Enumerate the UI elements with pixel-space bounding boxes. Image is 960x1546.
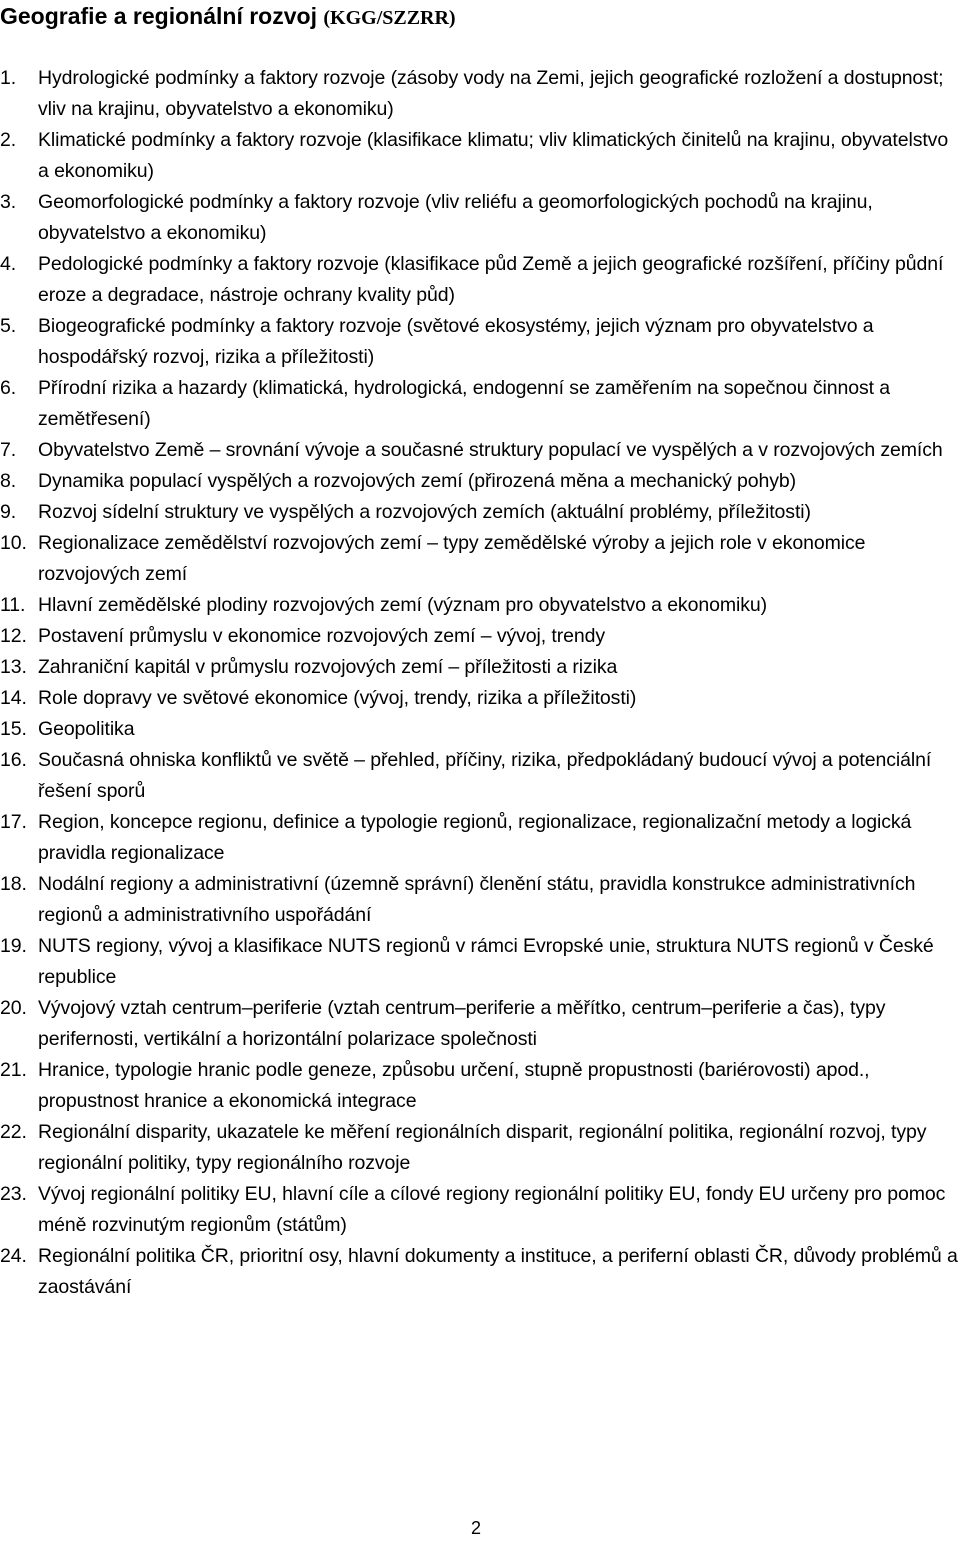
topic-item (0, 590, 960, 621)
topic-text: Hydrologické podmínky a faktory rozvoje (zásoby vody na Zemi, jejich geografické rozložení a dostupnost; vliv na krajinu, obyvatelstvo a ekonomiku) (38, 67, 944, 120)
topic-number: 17. (0, 811, 27, 833)
topic-text: Regionální disparity, ukazatele ke měření regionálních disparit, regionální politika, regionální rozvoj, typy regionální politiky, typy regionálního rozvoje (38, 1121, 927, 1174)
topic-text: NUTS regiony, vývoj a klasifikace NUTS regionů v rámci Evropské unie, struktura NUTS regionů v České republice (38, 935, 934, 988)
topic-item (0, 1241, 960, 1303)
course-code: (KGG/SZZRR) (323, 7, 456, 29)
topic-item (0, 1179, 960, 1241)
topic-text: Klimatické podmínky a faktory rozvoje (klasifikace klimatu; vliv klimatických činitelů na krajinu, obyvatelstvo a ekonomiku) (38, 129, 949, 182)
topic-number: 3. (0, 191, 17, 213)
topic-item (0, 63, 960, 125)
topic-item (0, 683, 960, 714)
topic-text: Biogeografické podmínky a faktory rozvoje (světové ekosystémy, jejich význam pro obyvatelstvo a hospodářský rozvoj, rizika a příležitosti) (38, 315, 874, 368)
topic-text: Regionální politika ČR, prioritní osy, hlavní dokumenty a instituce, a periferní oblasti ČR, důvody problémů a zaostávání (38, 1245, 958, 1298)
topic-text: Region, koncepce regionu, definice a typologie regionů, regionalizace, regionalizační metody a logická pravidla regionalizace (38, 811, 912, 864)
topic-number: 11. (0, 594, 26, 616)
topic-text: Postavení průmyslu v ekonomice rozvojových zemí – vývoj, trendy (38, 625, 606, 647)
topic-item (0, 466, 960, 497)
topic-number: 23. (0, 1183, 27, 1205)
title-text: Geografie a regionální rozvoj (0, 3, 317, 29)
topic-item (0, 869, 960, 931)
topic-text: Geopolitika (38, 718, 135, 740)
topic-number: 20. (0, 997, 27, 1019)
topic-number: 2. (0, 129, 17, 151)
topic-item (0, 714, 960, 745)
topic-number: 18. (0, 873, 27, 895)
topic-item (0, 373, 960, 435)
topic-text: Zahraniční kapitál v průmyslu rozvojových zemí – příležitosti a rizika (38, 656, 618, 678)
topic-item (0, 1117, 960, 1179)
topic-item (0, 435, 960, 466)
topic-item (0, 652, 960, 683)
topic-number: 4. (0, 253, 17, 275)
topic-item (0, 249, 960, 311)
topic-text: Geomorfologické podmínky a faktory rozvoje (vliv reliéfu a geomorfologických pochodů na krajinu, obyvatelstvo a ekonomiku) (38, 191, 873, 244)
topic-number: 10. (0, 532, 27, 554)
topic-item (0, 125, 960, 187)
topic-text: Pedologické podmínky a faktory rozvoje (klasifikace půd Země a jejich geografické rozšíření, příčiny půdní eroze a degradace, nástroje ochrany kvality půd) (38, 253, 944, 306)
topic-item (0, 311, 960, 373)
topic-item (0, 807, 960, 869)
topic-item (0, 931, 960, 993)
topic-number: 13. (0, 656, 27, 678)
page-number: 2 (471, 1518, 482, 1538)
page-title (0, 1, 456, 33)
topic-item (0, 1055, 960, 1117)
topic-list (0, 63, 960, 1303)
topic-text: Nodální regiony a administrativní (územně správní) členění státu, pravidla konstrukce administrativních regionů a administrativního uspořádání (38, 873, 916, 926)
topic-text: Dynamika populací vyspělých a rozvojových zemí (přirozená měna a mechanický pohyb) (38, 470, 797, 492)
topic-item (0, 993, 960, 1055)
topic-text: Rozvoj sídelní struktury ve vyspělých a rozvojových zemích (aktuální problémy, příležitosti) (38, 501, 811, 523)
topic-number: 14. (0, 687, 27, 709)
topic-item (0, 621, 960, 652)
topic-number: 1. (0, 67, 17, 89)
topic-text: Regionalizace zemědělství rozvojových zemí – typy zemědělské výroby a jejich role v ekonomice rozvojových zemí (38, 532, 866, 585)
topic-item (0, 497, 960, 528)
topic-item (0, 745, 960, 807)
topic-number: 15. (0, 718, 27, 740)
topic-number: 5. (0, 315, 17, 337)
topic-item (0, 528, 960, 590)
topic-text: Vývojový vztah centrum–periferie (vztah centrum–periferie a měřítko, centrum–periferie a čas), typy perifernosti, vertikální a horizontální polarizace společnosti (38, 997, 886, 1050)
topic-text: Současná ohniska konfliktů ve světě – přehled, příčiny, rizika, předpokládaný budoucí vývoj a potenciální řešení sporů (38, 749, 932, 802)
topic-number: 12. (0, 625, 27, 647)
topic-number: 16. (0, 749, 27, 771)
topic-text: Hranice, typologie hranic podle geneze, způsobu určení, stupně propustnosti (bariérovosti) apod., propustnost hranice a ekonomická integrace (38, 1059, 870, 1112)
topic-text: Přírodní rizika a hazardy (klimatická, hydrologická, endogenní se zaměřením na sopečnou činnost a zemětřesení) (38, 377, 890, 430)
topic-number: 19. (0, 935, 27, 957)
topic-number: 9. (0, 501, 17, 523)
topic-number: 24. (0, 1245, 27, 1267)
topic-number: 6. (0, 377, 17, 399)
topic-number: 21. (0, 1059, 27, 1081)
topic-number: 22. (0, 1121, 27, 1143)
topic-number: 7. (0, 439, 17, 461)
topic-number: 8. (0, 470, 17, 492)
topic-text: Role dopravy ve světové ekonomice (vývoj, trendy, rizika a příležitosti) (38, 687, 637, 709)
topic-text: Obyvatelstvo Země – srovnání vývoje a současné struktury populací ve vyspělých a v rozvojových zemích (38, 439, 943, 461)
topic-text: Hlavní zemědělské plodiny rozvojových zemí (význam pro obyvatelstvo a ekonomiku) (38, 594, 767, 616)
topic-item (0, 187, 960, 249)
topic-text: Vývoj regionální politiky EU, hlavní cíle a cílové regiony regionální politiky EU, fondy EU určeny pro pomoc méně rozvinutým regionům (státům) (38, 1183, 946, 1236)
